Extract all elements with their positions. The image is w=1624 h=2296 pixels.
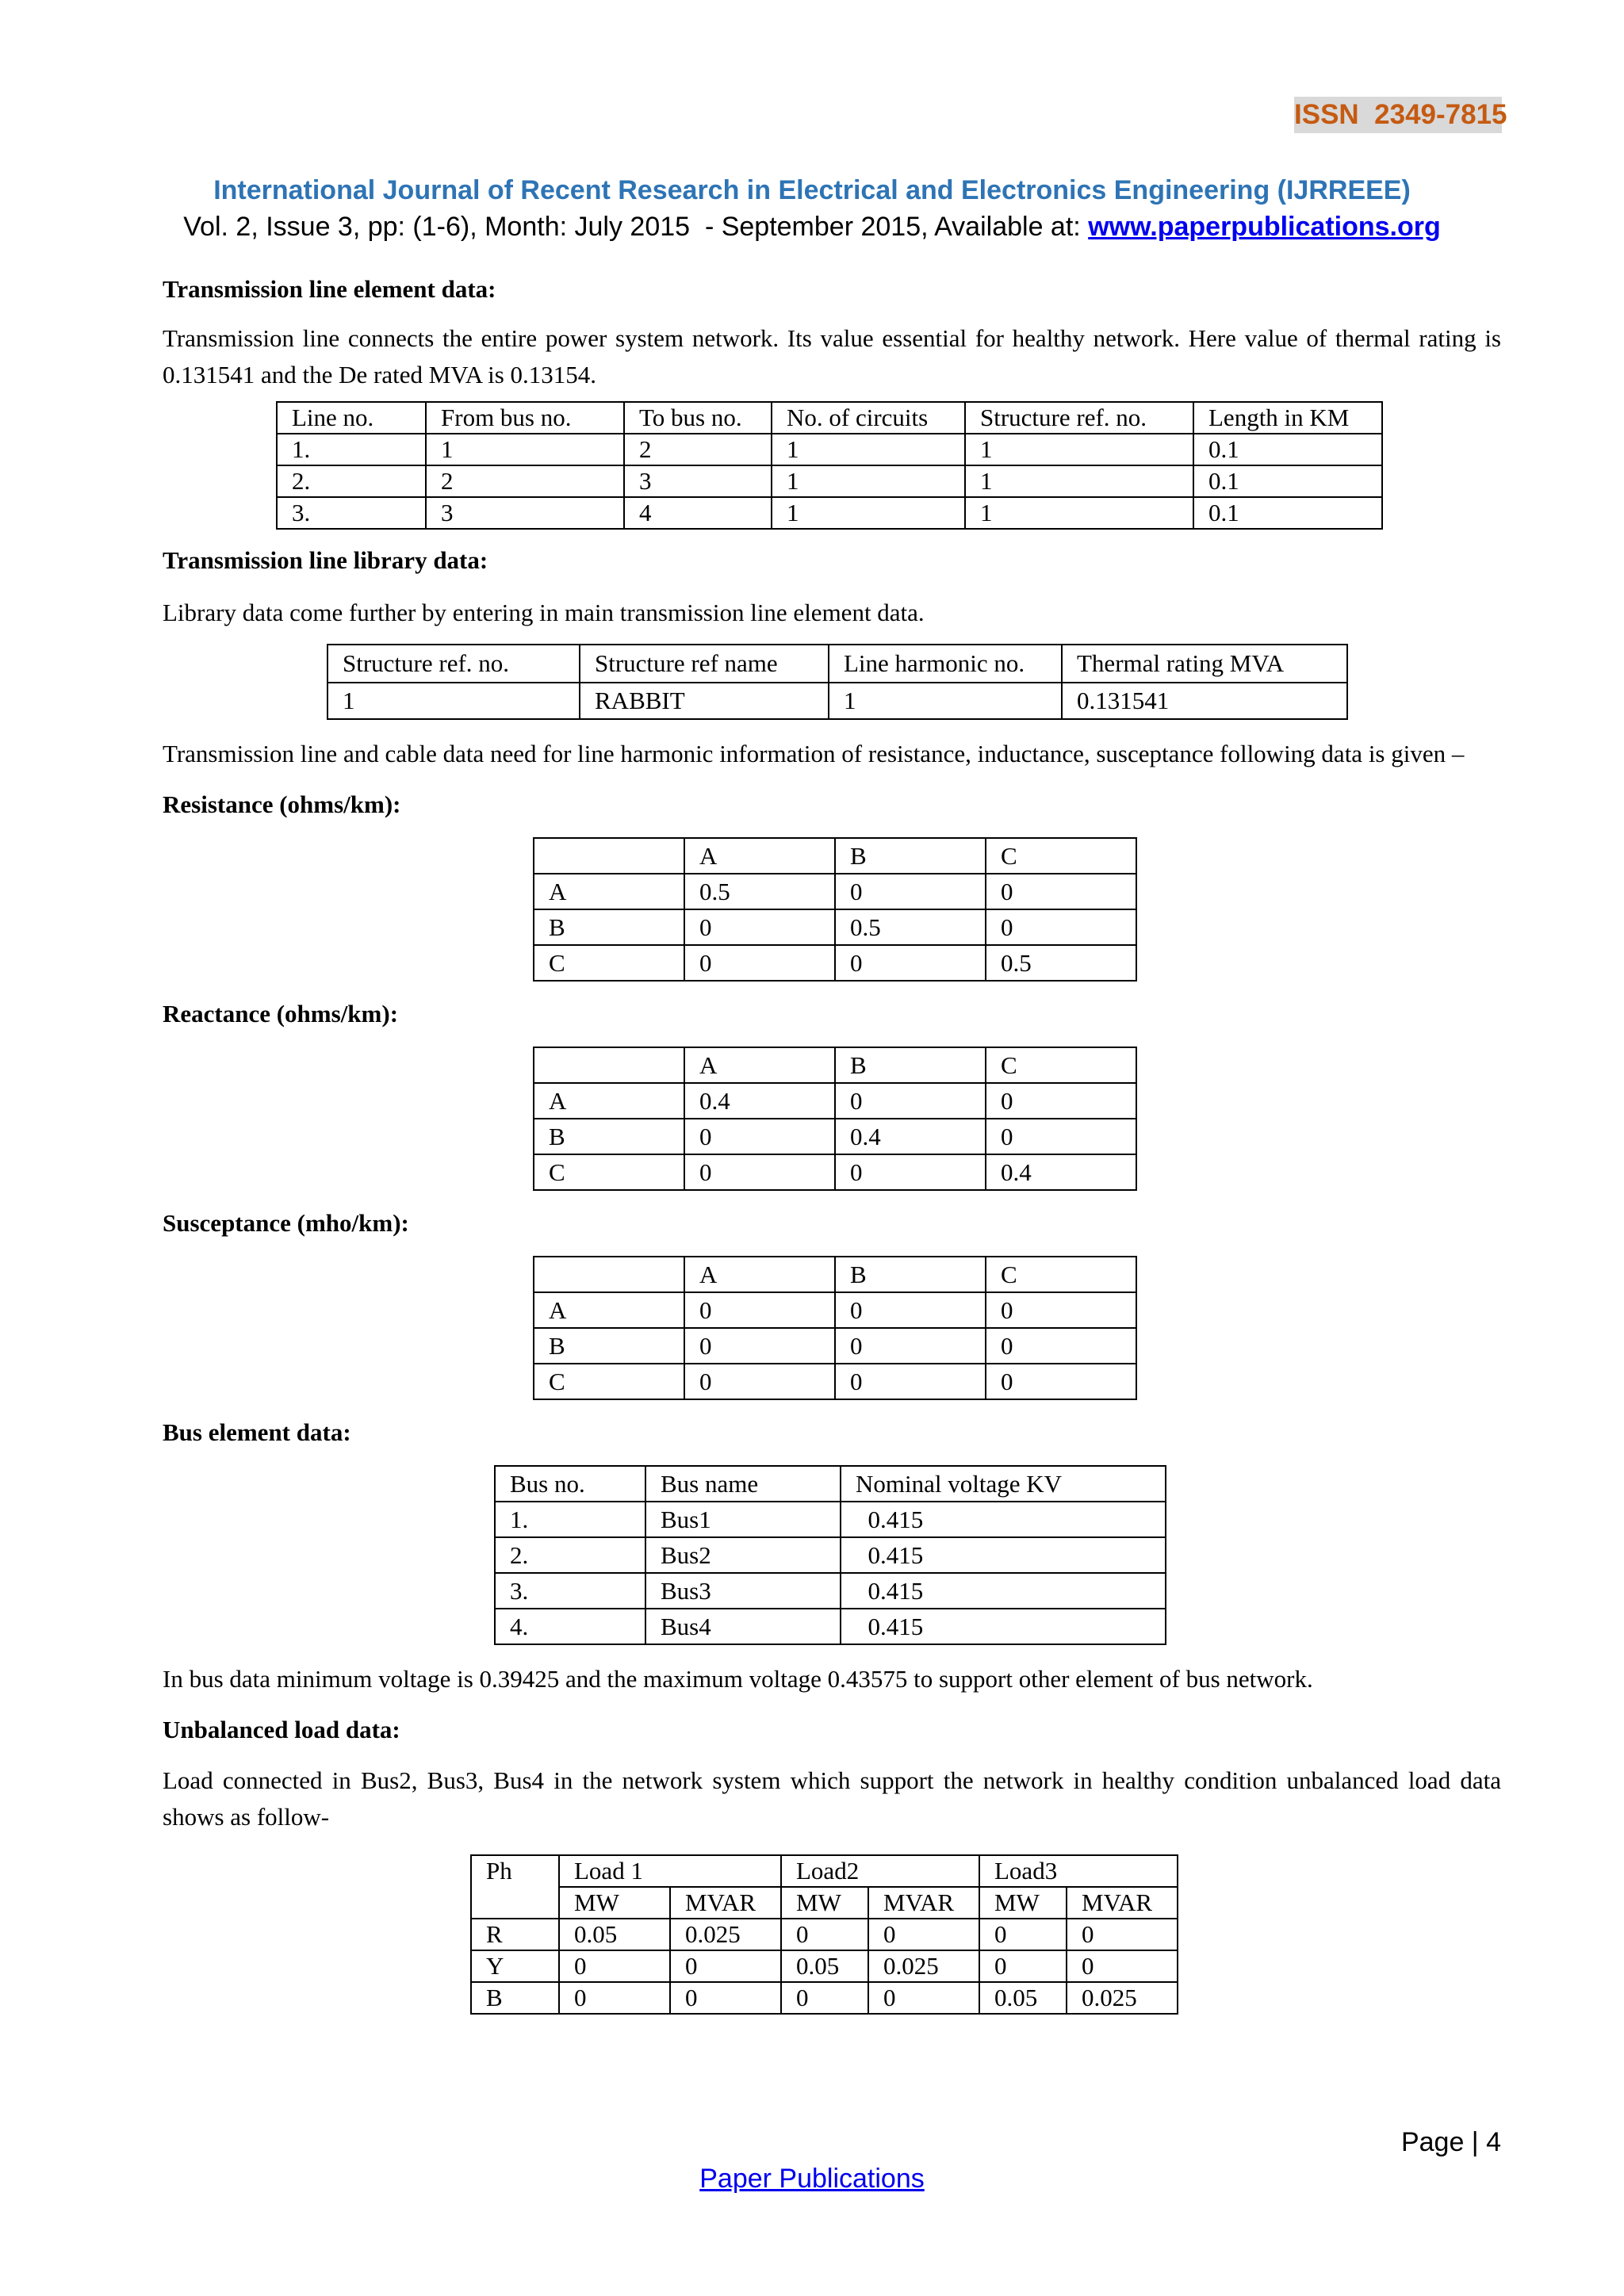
table-cell: 0.05 (781, 1950, 868, 1982)
table-row (495, 1502, 1166, 1537)
table-cell: 0.025 (670, 1919, 781, 1950)
load-ph-header: Ph (471, 1855, 559, 1919)
table-cell: 0.131541 (1062, 683, 1347, 719)
table-row (277, 465, 1382, 497)
matrix-cell: 0 (835, 1154, 986, 1190)
bus-heading: Bus element data: (163, 1418, 351, 1446)
table-cell: 0 (559, 1982, 670, 2014)
matrix-row-header: C (534, 1154, 684, 1190)
load-heading: Unbalanced load data: (163, 1716, 400, 1743)
footer (0, 2161, 1624, 2196)
tl-library-heading: Transmission line library data: (163, 546, 488, 574)
tl-element-heading: Transmission line element data: (163, 275, 496, 303)
table-cell: 1. (277, 434, 426, 465)
tl-element-text: Transmission line connects the entire power system network. Its value essential for healthy network. Here value of thermal rating is 0.131541 and the De rated MVA is 0.13154. (163, 324, 1501, 388)
matrix-col-header: C (986, 1257, 1136, 1292)
table-cell: 4 (624, 497, 772, 529)
tl-library-table (327, 644, 1348, 720)
table-cell: 4. (495, 1609, 645, 1644)
table-cell: 0 (781, 1982, 868, 2014)
matrix-cell: 0 (986, 1119, 1136, 1154)
matrix-row-header: A (534, 1292, 684, 1328)
matrix-corner (534, 1047, 684, 1083)
table-row (495, 1573, 1166, 1609)
table-row (471, 1982, 1178, 2014)
journal-info (0, 209, 1624, 244)
matrix-cell: 0 (986, 1083, 1136, 1119)
matrix-col-header: C (986, 838, 1136, 874)
matrix-cell: 0 (986, 1364, 1136, 1399)
table-cell: 3. (277, 497, 426, 529)
load-group-header: Load2 (781, 1855, 979, 1887)
matrix-cell: 0 (835, 945, 986, 981)
load-text: Load connected in Bus2, Bus3, Bus4 in the network system which support the network in healthy condition unbalanced load data shows as follow- (163, 1766, 1501, 1831)
table-cell: 2 (624, 434, 772, 465)
matrix-row-header: A (534, 1083, 684, 1119)
issn-badge: ISSN 2349-7815 (1294, 97, 1502, 133)
table-cell: 0.415 (841, 1537, 1166, 1573)
table-cell: 0.025 (868, 1950, 979, 1982)
table-cell: 0.05 (979, 1982, 1067, 2014)
load-subheader: MVAR (868, 1887, 979, 1919)
matrix-cell: 0.5 (835, 909, 986, 945)
matrix-cell: 0.4 (986, 1154, 1136, 1190)
matrix-header-row (534, 1047, 1136, 1083)
matrix-row-header: C (534, 945, 684, 981)
table-cell: B (471, 1982, 559, 2014)
table-cell: 1 (829, 683, 1062, 719)
matrix-row (534, 1154, 1136, 1190)
table-cell: 0 (1067, 1950, 1178, 1982)
resistance-heading: Resistance (ohms/km): (163, 790, 401, 818)
matrix-cell: 0 (684, 1292, 835, 1328)
matrix-row (534, 909, 1136, 945)
reactance-heading: Reactance (ohms/km): (163, 1000, 399, 1027)
table-cell: 0.1 (1193, 465, 1382, 497)
table-cell: Bus4 (645, 1609, 841, 1644)
susceptance-matrix (533, 1256, 1137, 1400)
table-header: Thermal rating MVA (1062, 645, 1347, 683)
table-header-row (495, 1466, 1166, 1502)
susceptance-heading: Susceptance (mho/km): (163, 1209, 409, 1237)
table-cell: 3 (624, 465, 772, 497)
matrix-col-header: A (684, 1047, 835, 1083)
reactance-matrix (533, 1047, 1137, 1191)
table-cell: 1 (772, 465, 965, 497)
matrix-row (534, 1119, 1136, 1154)
table-cell: 0 (868, 1919, 979, 1950)
table-cell: Bus3 (645, 1573, 841, 1609)
matrix-cell: 0 (684, 909, 835, 945)
matrix-col-header: B (835, 1047, 986, 1083)
table-header: Structure ref. no. (327, 645, 580, 683)
matrix-cell: 0.5 (684, 874, 835, 909)
table-header: Structure ref name (580, 645, 829, 683)
table-cell: 0 (979, 1950, 1067, 1982)
load-group-header: Load 1 (559, 1855, 781, 1887)
bus-note: In bus data minimum voltage is 0.39425 and the maximum voltage 0.43575 to support other element of bus network. (163, 1665, 1313, 1693)
table-cell: 0 (979, 1919, 1067, 1950)
load-table (470, 1854, 1178, 2015)
load-subheader: MVAR (1067, 1887, 1178, 1919)
matrix-cell: 0 (986, 909, 1136, 945)
load-subheader: MW (781, 1887, 868, 1919)
table-header-row (327, 645, 1347, 683)
table-cell: 2. (277, 465, 426, 497)
table-header: Bus name (645, 1466, 841, 1502)
table-cell: 1 (965, 465, 1193, 497)
table-row (327, 683, 1347, 719)
journal-info-text: Vol. 2, Issue 3, pp: (1-6), Month: July 2015 - September 2015, Available at: (183, 212, 1089, 242)
table-row (277, 497, 1382, 529)
table-cell: 0.415 (841, 1573, 1166, 1609)
matrix-row-header: A (534, 874, 684, 909)
table-header: Bus no. (495, 1466, 645, 1502)
bus-table (494, 1465, 1166, 1645)
matrix-row-header: C (534, 1364, 684, 1399)
table-cell: 0 (670, 1982, 781, 2014)
matrix-cell: 0.4 (684, 1083, 835, 1119)
table-cell: Bus1 (645, 1502, 841, 1537)
matrix-corner (534, 838, 684, 874)
matrix-cell: 0 (684, 945, 835, 981)
matrix-cell: 0 (835, 1292, 986, 1328)
cable-intro-text: Transmission line and cable data need for line harmonic information of resistance, inductance, susceptance following data is given – (163, 740, 1465, 767)
table-header: From bus no. (426, 402, 624, 434)
table-cell: R (471, 1919, 559, 1950)
table-cell: 2 (426, 465, 624, 497)
matrix-col-header: B (835, 1257, 986, 1292)
table-cell: 1 (965, 434, 1193, 465)
table-cell: Bus2 (645, 1537, 841, 1573)
table-header: Length in KM (1193, 402, 1382, 434)
matrix-cell: 0.4 (835, 1119, 986, 1154)
table-cell: 1 (426, 434, 624, 465)
matrix-row (534, 945, 1136, 981)
matrix-cell: 0 (835, 1083, 986, 1119)
table-cell: 3 (426, 497, 624, 529)
journal-website-link[interactable]: www.paperpublications.org (1088, 212, 1441, 242)
table-row (471, 1950, 1178, 1982)
table-cell: 1 (327, 683, 580, 719)
table-cell: 1 (772, 434, 965, 465)
load-subheader-row (471, 1887, 1178, 1919)
table-header: Line no. (277, 402, 426, 434)
matrix-row-header: B (534, 909, 684, 945)
table-cell: 1. (495, 1502, 645, 1537)
table-header: No. of circuits (772, 402, 965, 434)
matrix-cell: 0 (835, 1364, 986, 1399)
table-cell: 0.05 (559, 1919, 670, 1950)
table-cell: 0.1 (1193, 497, 1382, 529)
table-row (471, 1919, 1178, 1950)
load-subheader: MW (559, 1887, 670, 1919)
tl-library-text: Library data come further by entering in main transmission line element data. (163, 599, 925, 626)
matrix-cell: 0 (684, 1154, 835, 1190)
table-row (495, 1537, 1166, 1573)
matrix-header-row (534, 1257, 1136, 1292)
table-cell: 0.1 (1193, 434, 1382, 465)
load-group-row (471, 1855, 1178, 1887)
publisher-link[interactable]: Paper Publications (699, 2164, 925, 2194)
table-cell: 1 (965, 497, 1193, 529)
matrix-cell: 0 (835, 1328, 986, 1364)
load-subheader: MW (979, 1887, 1067, 1919)
table-cell: 0 (559, 1950, 670, 1982)
matrix-col-header: C (986, 1047, 1136, 1083)
table-cell: 0 (781, 1919, 868, 1950)
tl-element-table (276, 401, 1383, 530)
matrix-header-row (534, 838, 1136, 874)
matrix-cell: 0 (684, 1364, 835, 1399)
matrix-cell: 0 (684, 1119, 835, 1154)
page-content (163, 271, 1501, 2015)
table-header: To bus no. (624, 402, 772, 434)
matrix-cell: 0 (986, 1292, 1136, 1328)
matrix-row-header: B (534, 1328, 684, 1364)
matrix-corner (534, 1257, 684, 1292)
table-cell: 0.415 (841, 1609, 1166, 1644)
table-cell: 0 (1067, 1919, 1178, 1950)
table-cell: 0.025 (1067, 1982, 1178, 2014)
table-cell: 0 (868, 1982, 979, 2014)
matrix-cell: 0 (986, 1328, 1136, 1364)
table-cell: 0.415 (841, 1502, 1166, 1537)
load-subheader: MVAR (670, 1887, 781, 1919)
table-header-row (277, 402, 1382, 434)
matrix-cell: 0.5 (986, 945, 1136, 981)
table-cell: 1 (772, 497, 965, 529)
matrix-col-header: B (835, 838, 986, 874)
table-cell: Y (471, 1950, 559, 1982)
matrix-row (534, 874, 1136, 909)
table-row (277, 434, 1382, 465)
matrix-row (534, 1328, 1136, 1364)
table-cell: 2. (495, 1537, 645, 1573)
page-number: Page | 4 (1400, 2127, 1501, 2157)
matrix-cell: 0 (835, 874, 986, 909)
table-cell: 0 (670, 1950, 781, 1982)
matrix-cell: 0 (684, 1328, 835, 1364)
matrix-row-header: B (534, 1119, 684, 1154)
matrix-row (534, 1083, 1136, 1119)
matrix-col-header: A (684, 1257, 835, 1292)
resistance-matrix (533, 837, 1137, 982)
table-cell: RABBIT (580, 683, 829, 719)
load-group-header: Load3 (979, 1855, 1178, 1887)
matrix-row (534, 1364, 1136, 1399)
table-header: Structure ref. no. (965, 402, 1193, 434)
journal-title: International Journal of Recent Research in Electrical and Electronics Engineering (IJRREEE) (213, 175, 1411, 205)
table-header: Line harmonic no. (829, 645, 1062, 683)
matrix-cell: 0 (986, 874, 1136, 909)
matrix-col-header: A (684, 838, 835, 874)
table-row (495, 1609, 1166, 1644)
matrix-row (534, 1292, 1136, 1328)
table-cell: 3. (495, 1573, 645, 1609)
table-header: Nominal voltage KV (841, 1466, 1166, 1502)
